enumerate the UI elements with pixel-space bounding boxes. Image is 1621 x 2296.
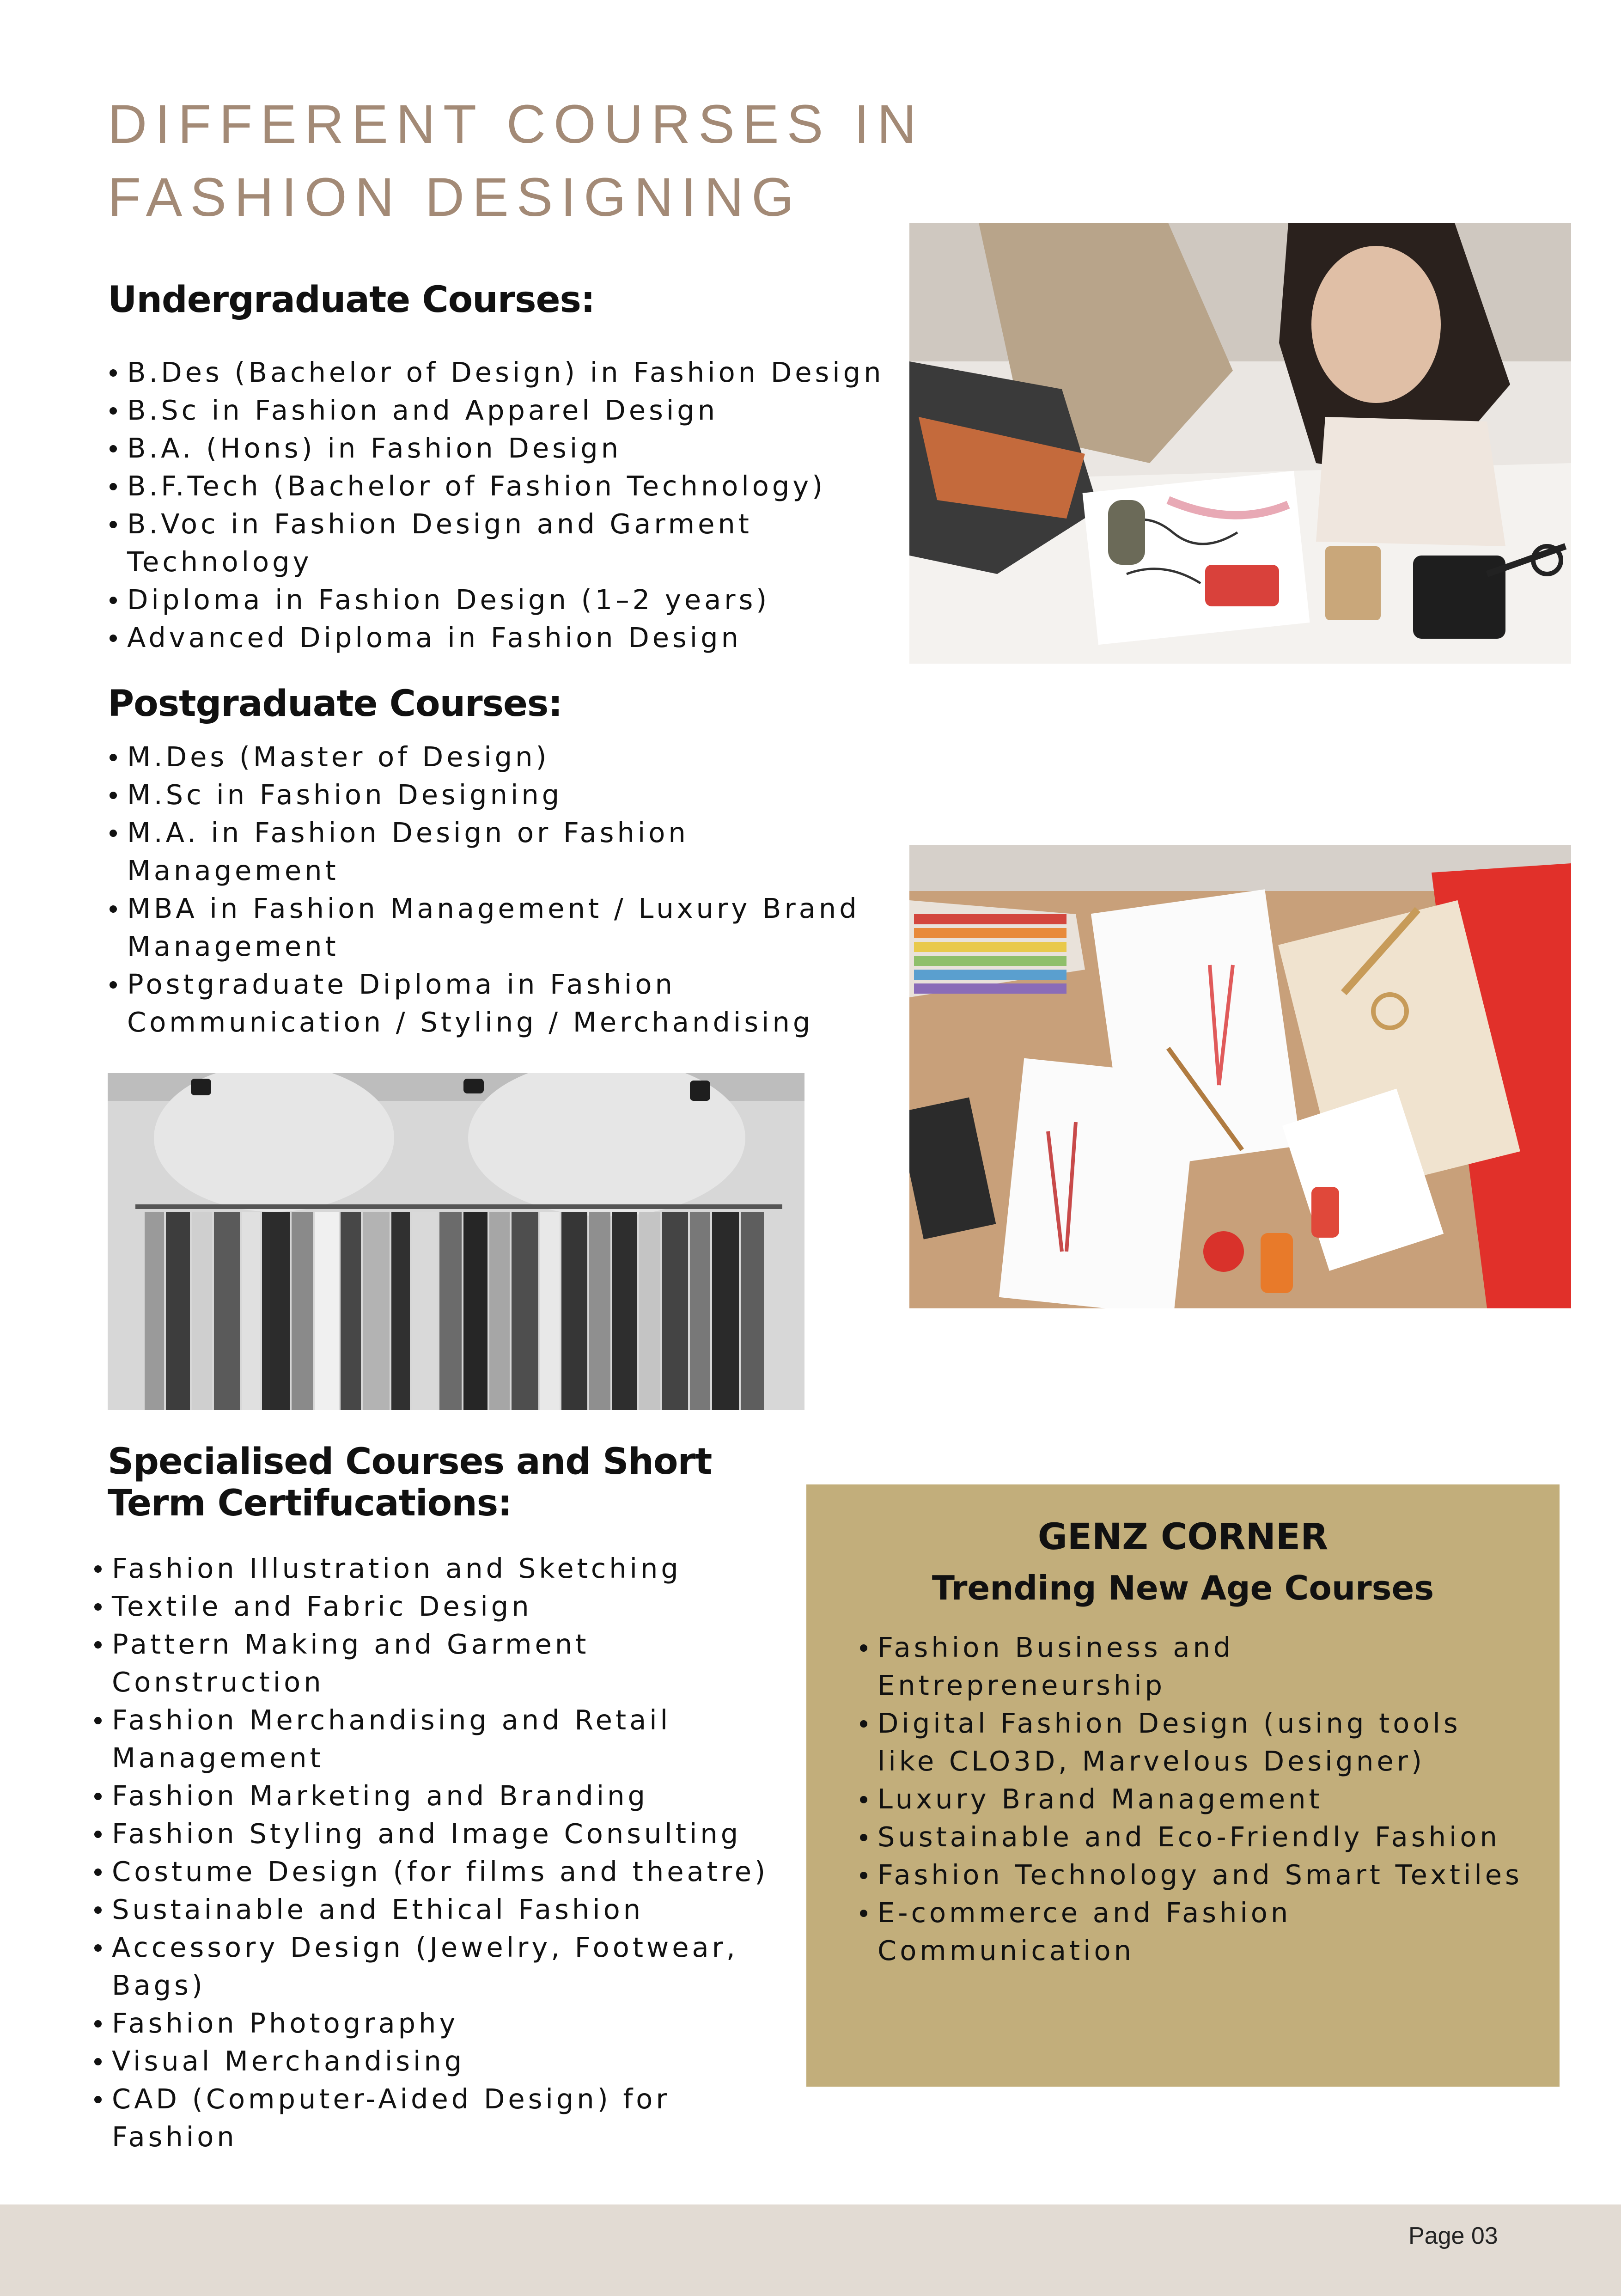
- specialised-heading-line-2: Term Certifucations:: [108, 1483, 512, 1524]
- list-item: Accessory Design (Jewelry, Footwear, Bags): [92, 1929, 799, 2004]
- specialised-heading-line-1: Specialised Courses and Short: [108, 1441, 712, 1483]
- genz-corner-subtitle: Trending New Age Courses: [932, 1569, 1434, 1607]
- designers-sketching-photo: [909, 223, 1571, 664]
- list-item: Costume Design (for films and theatre): [92, 1853, 799, 1891]
- postgraduate-list: [108, 738, 902, 1041]
- specialised-list: [92, 1550, 799, 2156]
- list-item: E-commerce and Fashion Communication: [858, 1894, 1532, 1970]
- designers-sketching-illustration: [909, 223, 1571, 664]
- list-item: B.F.Tech (Bachelor of Fashion Technology): [108, 467, 902, 505]
- sketches-flatlay-photo: [909, 845, 1571, 1308]
- page-title-line-1: DIFFERENT COURSES IN: [108, 94, 925, 155]
- list-item: Fashion Business and Entrepreneurship: [858, 1629, 1532, 1704]
- list-item: Luxury Brand Management: [858, 1780, 1532, 1818]
- list-item: M.A. in Fashion Design or Fashion Management: [108, 814, 902, 890]
- list-item: Fashion Illustration and Sketching: [92, 1550, 799, 1588]
- list-item: Fashion Styling and Image Consulting: [92, 1815, 799, 1853]
- list-item: Pattern Making and Garment Construction: [92, 1625, 799, 1701]
- list-item: B.A. (Hons) in Fashion Design: [108, 429, 902, 467]
- genz-corner-title: GENZ CORNER: [1037, 1516, 1328, 1558]
- list-item: M.Des (Master of Design): [108, 738, 902, 776]
- page-number: Page 03: [1408, 2223, 1498, 2249]
- specialised-heading: [108, 1441, 712, 1524]
- list-item: CAD (Computer-Aided Design) for Fashion: [92, 2080, 799, 2156]
- list-item: Fashion Merchandising and Retail Management: [92, 1701, 799, 1777]
- list-item: Textile and Fabric Design: [92, 1588, 799, 1625]
- list-item: Postgraduate Diploma in Fashion Communication / Styling / Merchandising: [108, 965, 902, 1041]
- list-item: Sustainable and Ethical Fashion: [92, 1891, 799, 1929]
- list-item: Sustainable and Eco-Friendly Fashion: [858, 1818, 1532, 1856]
- genz-corner-list: [858, 1629, 1532, 1970]
- undergraduate-list: [108, 354, 902, 657]
- list-item: B.Voc in Fashion Design and Garment Technology: [108, 505, 902, 581]
- list-item: B.Des (Bachelor of Design) in Fashion Design: [108, 354, 902, 391]
- sketches-flatlay-illustration: [909, 845, 1571, 1308]
- page-title: [108, 88, 939, 234]
- list-item: Diploma in Fashion Design (1–2 years): [108, 581, 902, 619]
- page-footer: [0, 2204, 1621, 2296]
- list-item: MBA in Fashion Management / Luxury Brand Management: [108, 890, 902, 965]
- list-item: Fashion Photography: [92, 2004, 799, 2042]
- clothing-rack-photo: [108, 1073, 804, 1410]
- list-item: Fashion Technology and Smart Textiles: [858, 1856, 1532, 1894]
- list-item: Advanced Diploma in Fashion Design: [108, 619, 902, 657]
- list-item: Fashion Marketing and Branding: [92, 1777, 799, 1815]
- list-item: M.Sc in Fashion Designing: [108, 776, 902, 814]
- undergraduate-heading: Undergraduate Courses:: [108, 279, 595, 321]
- page-title-line-2: FASHION DESIGNING: [108, 167, 802, 228]
- list-item: Digital Fashion Design (using tools like CLO3D, Marvelous Designer): [858, 1704, 1532, 1780]
- list-item: Visual Merchandising: [92, 2042, 799, 2080]
- list-item: B.Sc in Fashion and Apparel Design: [108, 391, 902, 429]
- clothing-rack-illustration: [108, 1073, 804, 1410]
- genz-corner-box: [806, 1484, 1560, 2087]
- postgraduate-heading: Postgraduate Courses:: [108, 683, 562, 725]
